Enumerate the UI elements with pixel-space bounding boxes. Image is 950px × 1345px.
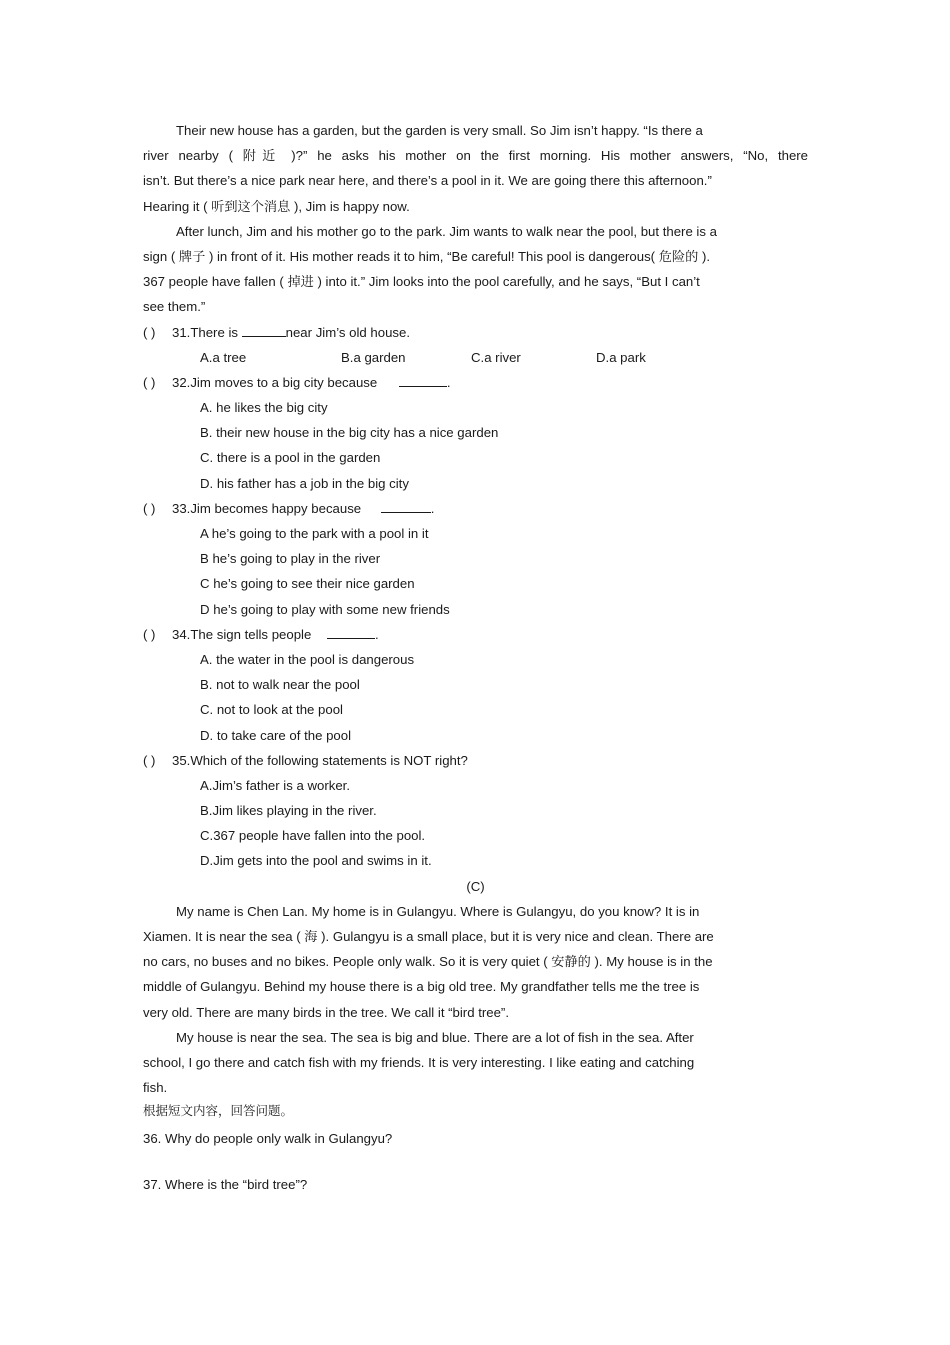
- answer-blank[interactable]: [242, 322, 286, 337]
- answer-blank[interactable]: [399, 372, 447, 387]
- passage-line: My name is Chen Lan. My home is in Gulangyu. Where is Gulangyu, do you know? It is in: [176, 903, 700, 919]
- option-b: B. not to walk near the pool: [200, 677, 360, 693]
- question-37: 37. Where is the “bird tree”?: [143, 1176, 308, 1192]
- option-a: A.a tree: [200, 349, 247, 365]
- instruction: 根据短文内容，回答问题。: [143, 1103, 294, 1119]
- answer-space-37[interactable]: [143, 1197, 808, 1237]
- passage-line: school, I go there and catch fish with my friends. It is very interesting. I like eating and catching: [143, 1054, 695, 1070]
- option-d: D.Jim gets into the pool and swims in it.: [200, 853, 432, 869]
- answer-bracket[interactable]: ( ): [143, 374, 156, 390]
- passage-line: no cars, no buses and no bikes. People only walk. So it is very quiet ( 安静的 ). My house is in the: [143, 954, 713, 970]
- option-c: C. there is a pool in the garden: [200, 450, 381, 466]
- option-b: B.a garden: [341, 349, 406, 365]
- option-b: B.Jim likes playing in the river.: [200, 803, 377, 819]
- passage-line: middle of Gulangyu. Behind my house there is a big old tree. My grandfather tells me the tree is: [143, 979, 700, 995]
- question-stem-end: .: [446, 374, 451, 390]
- option-c: C.a river: [471, 349, 521, 365]
- question-stem-end: .: [374, 626, 379, 642]
- passage-line: sign ( 牌子 ) in front of it. His mother reads it to him, “Be careful! This pool is dangerous( 危险的 ).: [143, 248, 711, 264]
- passage-line: river nearby ( 附近 )?” he asks his mother on the first morning. His mother answers, “No, there: [143, 148, 808, 164]
- question-33: [143, 496, 808, 521]
- option-d: D he’s going to play with some new friends: [200, 601, 450, 617]
- passage-line: Their new house has a garden, but the garden is very small. So Jim isn’t happy. “Is there a: [176, 123, 703, 138]
- answer-blank[interactable]: [381, 498, 431, 513]
- option-a: A.Jim’s father is a worker.: [200, 777, 350, 793]
- passage-line: My house is near the sea. The sea is big and blue. There are a lot of fish in the sea. After: [176, 1029, 694, 1045]
- passage-b: [143, 118, 808, 320]
- option-a: A. he likes the big city: [200, 400, 328, 416]
- question-34: [143, 622, 808, 647]
- question-stem: 32.Jim moves to a big city because: [172, 374, 381, 390]
- passage-line: very old. There are many birds in the tree. We call it “bird tree”.: [143, 1004, 509, 1020]
- question-36: 36. Why do people only walk in Gulangyu?: [143, 1131, 393, 1147]
- question-stem: 31.There is: [172, 324, 242, 340]
- passage-line: Xiamen. It is near the sea ( 海 ). Gulangyu is a small place, but it is very nice and clean. There are: [143, 929, 714, 944]
- passage-line: see them.”: [143, 299, 206, 315]
- answer-bracket[interactable]: ( ): [143, 500, 156, 516]
- option-d: D. to take care of the pool: [200, 727, 352, 743]
- option-b: B. their new house in the big city has a nice garden: [200, 425, 499, 441]
- option-c: C.367 people have fallen into the pool.: [200, 828, 426, 844]
- passage-line: isn’t. But there’s a nice park near here, and there’s a pool in it. We are going there this afternoon.”: [143, 173, 712, 189]
- worksheet-page: [143, 118, 808, 1237]
- question-35: [143, 748, 808, 773]
- option-a: A. the water in the pool is dangerous: [200, 651, 415, 667]
- question-stem: 34.The sign tells people: [172, 626, 315, 642]
- option-d: D. his father has a job in the big city: [200, 475, 409, 491]
- question-31: [143, 320, 808, 345]
- section-heading: (C): [466, 878, 485, 894]
- option-d: D.a park: [596, 349, 646, 365]
- question-32: [143, 370, 808, 395]
- option-b: B he’s going to play in the river: [200, 551, 381, 567]
- option-a: A he’s going to the park with a pool in it: [200, 526, 429, 541]
- passage-line: After lunch, Jim and his mother go to the park. Jim wants to walk near the pool, but there is a: [176, 223, 717, 239]
- question-stem: 33.Jim becomes happy because: [172, 500, 365, 516]
- option-c: C he’s going to see their nice garden: [200, 576, 415, 592]
- answer-blank[interactable]: [327, 624, 375, 639]
- passage-line: 367 people have fallen ( 掉进 ) into it.” Jim looks into the pool carefully, and he says, “But I can’t: [143, 274, 700, 290]
- passage-line: fish.: [143, 1080, 168, 1096]
- question-31-options: [143, 345, 808, 370]
- question-stem-end: near Jim’s old house.: [285, 324, 411, 340]
- question-stem-end: .: [430, 500, 435, 516]
- passage-line: Hearing it ( 听到这个消息 ), Jim is happy now.: [143, 198, 410, 214]
- answer-bracket[interactable]: ( ): [143, 324, 156, 340]
- answer-bracket[interactable]: ( ): [143, 752, 156, 768]
- answer-space-36[interactable]: [143, 1152, 808, 1172]
- option-c: C. not to look at the pool: [200, 702, 343, 718]
- passage-c: [143, 899, 808, 1101]
- answer-bracket[interactable]: ( ): [143, 626, 156, 642]
- question-stem: 35.Which of the following statements is NOT right?: [172, 752, 468, 768]
